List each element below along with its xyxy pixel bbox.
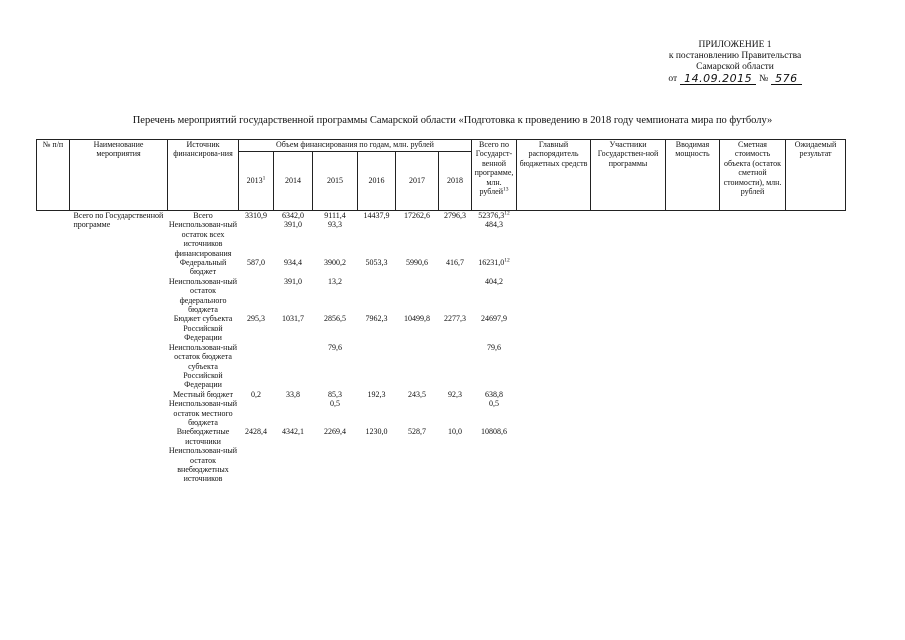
total-cell xyxy=(472,399,517,427)
capacity-cell xyxy=(666,390,720,399)
manager-cell xyxy=(517,220,591,258)
total-cell xyxy=(472,314,517,342)
year-value-cell: 0,2 xyxy=(251,389,261,399)
result-cell xyxy=(786,220,846,258)
source-cell: Бюджет субъекта Российской Федерации xyxy=(173,314,233,343)
estimate-cell xyxy=(720,427,786,446)
year-value-cell xyxy=(239,220,274,258)
year-value-cell xyxy=(358,446,396,484)
total-value: 79,6 xyxy=(487,342,501,352)
appendix-block xyxy=(640,40,830,85)
result-cell xyxy=(786,211,846,221)
year-value-cell: 2796,3 xyxy=(444,211,466,220)
year-value-cell xyxy=(439,220,472,258)
total-value: 404,2 xyxy=(485,276,503,286)
year-value-cell: 14437,9 xyxy=(363,211,390,220)
participants-cell xyxy=(591,220,666,258)
estimate-cell xyxy=(720,399,786,427)
year-value-cell: 9111,4 xyxy=(324,211,346,220)
year-value-cell: 10499,8 xyxy=(404,314,430,324)
participants-cell xyxy=(591,314,666,342)
manager-cell xyxy=(517,343,591,390)
year-value-cell xyxy=(396,399,439,427)
result-cell xyxy=(786,277,846,315)
participants-cell xyxy=(591,427,666,446)
year-value-cell: 528,7 xyxy=(408,427,426,437)
total-value: 24697,9 xyxy=(481,314,507,324)
header-num: № п/п xyxy=(37,140,70,211)
manager-cell xyxy=(517,211,591,221)
total-cell xyxy=(472,258,517,277)
header-capacity: Вводимая мощность xyxy=(666,140,720,211)
total-value: 16231,0 xyxy=(478,258,505,268)
capacity-cell xyxy=(666,277,720,315)
total-cell xyxy=(472,446,517,484)
year-value-cell xyxy=(239,343,274,390)
number-label: № xyxy=(759,74,769,84)
source-cell: Неиспользован-ный остаток всех источников финансирования xyxy=(168,220,238,258)
total-value: 0,5 xyxy=(489,399,499,409)
header-total: Всего по Государст-венной программе, млн. рублей$^{13}$ xyxy=(472,140,517,211)
total-cell xyxy=(472,427,517,446)
result-cell xyxy=(786,399,846,427)
year-value-cell: 5053,3 xyxy=(365,258,388,268)
year-value-cell: 3900,2 xyxy=(324,258,346,268)
year-value-cell xyxy=(313,446,358,484)
year-value-cell xyxy=(358,399,396,427)
participants-cell xyxy=(591,399,666,427)
year-value-cell xyxy=(274,343,313,390)
result-cell xyxy=(786,343,846,390)
year-value-cell: 79,6 xyxy=(328,342,342,352)
handwritten-date: 14.09.2015 xyxy=(680,73,756,85)
year-value-cell: 85,3 xyxy=(328,389,342,399)
appendix-line1: к постановлению Правительства xyxy=(668,51,802,61)
result-cell xyxy=(786,258,846,277)
table-row xyxy=(37,211,846,221)
source-cell: Всего xyxy=(193,211,213,220)
estimate-cell xyxy=(720,314,786,342)
capacity-cell xyxy=(666,314,720,342)
document-title: Перечень мероприятий государственной программы Самарской области «Подготовка к проведению в 2018 году чемпионата мира по футболу» xyxy=(132,115,773,126)
appendix-line2: Самарской области xyxy=(696,62,774,72)
manager-cell xyxy=(517,427,591,446)
handwritten-number: 576 xyxy=(771,73,802,85)
year-value-cell: 243,5 xyxy=(408,389,426,399)
total-footnote: 12 xyxy=(504,210,510,217)
estimate-cell xyxy=(720,390,786,399)
year-value-cell: 3310,9 xyxy=(245,211,267,220)
source-cell: Федеральный бюджет xyxy=(179,258,227,277)
year-value-cell: 4342,1 xyxy=(282,427,304,437)
result-cell xyxy=(786,427,846,446)
header-year: 2016 xyxy=(358,152,396,211)
from-label: от xyxy=(668,74,678,84)
year-value-cell: 192,3 xyxy=(367,389,386,399)
num-cell xyxy=(37,277,70,315)
year-value-cell xyxy=(396,446,439,484)
appendix-date-line xyxy=(640,73,830,85)
table-body xyxy=(37,211,846,484)
source-cell: Неиспользован-ный остаток местного бюджета xyxy=(168,399,238,427)
header-year: 2015 xyxy=(313,152,358,211)
total-value: 484,3 xyxy=(485,220,503,230)
header-year: 2017 xyxy=(396,152,439,211)
participants-cell xyxy=(591,277,666,315)
year-value-cell xyxy=(239,277,274,315)
year-value-cell: 1230,0 xyxy=(365,427,388,437)
participants-cell xyxy=(591,390,666,399)
year-value-cell xyxy=(396,343,439,390)
num-cell xyxy=(37,399,70,427)
total-value: 52376,3 xyxy=(478,211,505,220)
total-cell xyxy=(472,343,517,390)
manager-cell xyxy=(517,399,591,427)
estimate-cell xyxy=(720,211,786,221)
capacity-cell xyxy=(666,220,720,258)
estimate-cell xyxy=(720,343,786,390)
estimate-cell xyxy=(720,277,786,315)
manager-cell xyxy=(517,446,591,484)
year-value-cell xyxy=(274,399,313,427)
year-value-cell xyxy=(274,446,313,484)
year-value-cell: 2428,4 xyxy=(245,427,267,437)
header-manager: Главный распорядитель бюджетных средств xyxy=(517,140,591,211)
total-footnote: 12 xyxy=(504,257,510,264)
manager-cell xyxy=(517,277,591,315)
result-cell xyxy=(786,314,846,342)
source-cell: Внебюджетные источники xyxy=(176,427,230,446)
year-value-cell: 2856,5 xyxy=(324,314,346,324)
year-value-cell xyxy=(239,446,274,484)
participants-cell xyxy=(591,343,666,390)
year-value-cell: 93,3 xyxy=(328,220,342,230)
estimate-cell xyxy=(720,446,786,484)
num-cell xyxy=(37,211,70,221)
year-value-cell: 33,8 xyxy=(286,389,300,399)
year-value-cell xyxy=(439,277,472,315)
manager-cell xyxy=(517,390,591,399)
header-name: Наименование мероприятия xyxy=(70,140,168,211)
num-cell xyxy=(37,220,70,258)
year-value-cell: 391,0 xyxy=(284,220,302,230)
year-value-cell xyxy=(439,446,472,484)
manager-cell xyxy=(517,314,591,342)
num-cell xyxy=(37,427,70,446)
result-cell xyxy=(786,390,846,399)
measures-table xyxy=(36,139,846,484)
year-value-cell xyxy=(439,399,472,427)
year-value-cell: 416,7 xyxy=(446,258,464,268)
total-value: 10808,6 xyxy=(481,427,507,437)
header-participants: Участники Государствен-ной программы xyxy=(591,140,666,211)
header-year: 2018 xyxy=(439,152,472,211)
num-cell xyxy=(37,446,70,484)
year-value-cell: 6342,0 xyxy=(282,211,304,220)
year-value-cell: 92,3 xyxy=(448,389,462,399)
header-year: 2013$^1$ xyxy=(239,152,274,211)
header-source: Источник финансирова-ния xyxy=(168,140,239,211)
year-value-cell xyxy=(239,399,274,427)
source-cell: Неиспользован-ный остаток федерального бюджета xyxy=(168,276,238,315)
capacity-cell xyxy=(666,258,720,277)
capacity-cell xyxy=(666,399,720,427)
total-cell xyxy=(472,390,517,399)
year-value-cell: 0,5 xyxy=(330,399,340,409)
source-cell: Неиспользован-ный остаток внебюджетных источников xyxy=(168,446,238,484)
year-value-cell xyxy=(358,277,396,315)
appendix-title: ПРИЛОЖЕНИЕ 1 xyxy=(698,40,772,50)
capacity-cell xyxy=(666,427,720,446)
participants-cell xyxy=(591,258,666,277)
year-value-cell xyxy=(439,343,472,390)
capacity-cell xyxy=(666,343,720,390)
year-value-cell xyxy=(396,220,439,258)
year-value-cell: 391,0 xyxy=(284,276,302,286)
year-value-cell: 2269,4 xyxy=(324,427,346,437)
num-cell xyxy=(37,258,70,277)
year-value-cell: 10,0 xyxy=(448,427,462,437)
year-value-cell: 934,4 xyxy=(284,258,302,268)
total-cell xyxy=(472,211,517,221)
year-value-cell xyxy=(358,343,396,390)
source-cell: Неиспользован-ный остаток бюджета субъекта Российской Федерации xyxy=(168,342,238,390)
header-volume: Объем финансирования по годам, млн. рублей xyxy=(239,140,472,152)
header-result: Ожидаемый результат xyxy=(786,140,846,211)
estimate-cell xyxy=(720,220,786,258)
header-estimate: Сметная стоимость объекта (остаток сметной стоимости), млн. рублей xyxy=(720,140,786,211)
year-value-cell: 2277,3 xyxy=(444,314,466,324)
total-cell xyxy=(472,220,517,258)
source-cell: Местный бюджет xyxy=(173,389,233,399)
year-value-cell: 13,2 xyxy=(328,276,342,286)
measure-name-cell: Всего по Государственной программе xyxy=(73,211,164,230)
estimate-cell xyxy=(720,258,786,277)
year-value-cell: 17262,6 xyxy=(404,211,430,220)
participants-cell xyxy=(591,446,666,484)
total-cell xyxy=(472,277,517,315)
year-value-cell xyxy=(358,220,396,258)
year-value-cell: 587,0 xyxy=(247,258,265,268)
year-value-cell: 1031,7 xyxy=(282,314,304,324)
num-cell xyxy=(37,390,70,399)
year-value-cell: 295,3 xyxy=(247,314,265,324)
year-value-cell xyxy=(396,277,439,315)
result-cell xyxy=(786,446,846,484)
num-cell xyxy=(37,343,70,390)
header-year: 2014 xyxy=(274,152,313,211)
participants-cell xyxy=(591,211,666,221)
capacity-cell xyxy=(666,446,720,484)
capacity-cell xyxy=(666,211,720,221)
total-value: 638,8 xyxy=(485,389,503,399)
num-cell xyxy=(37,314,70,342)
manager-cell xyxy=(517,258,591,277)
year-value-cell: 7962,3 xyxy=(365,314,388,324)
year-value-cell: 5990,6 xyxy=(406,258,428,268)
